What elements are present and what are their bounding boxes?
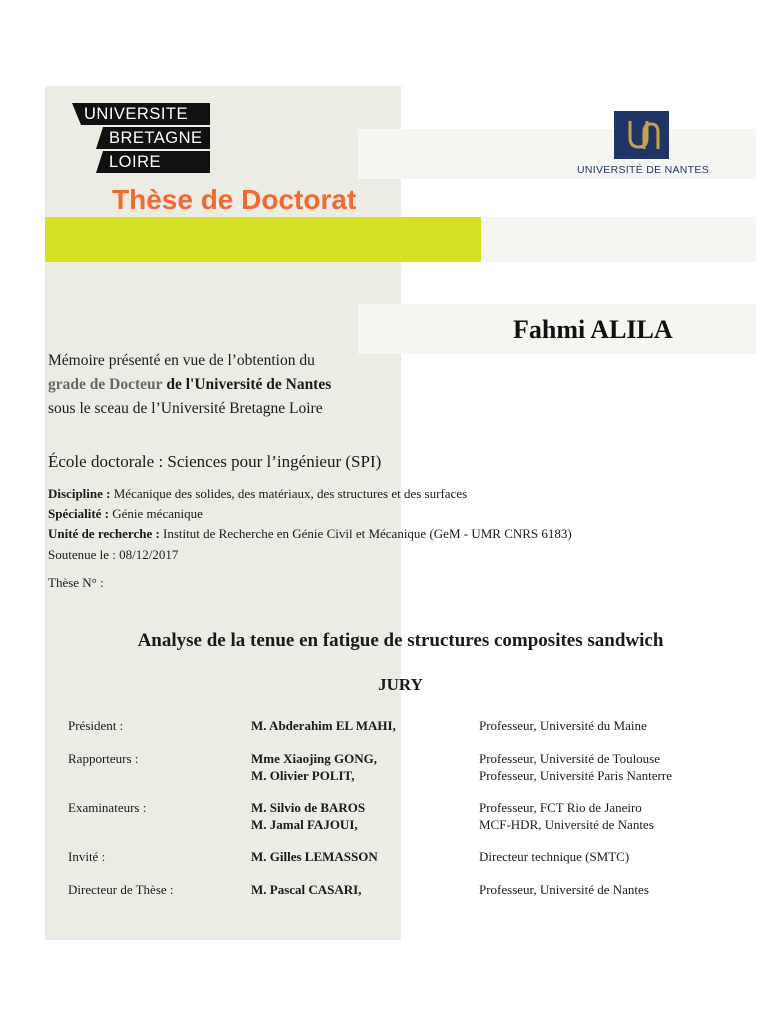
green-bar xyxy=(45,217,481,262)
jury-heading: JURY xyxy=(378,675,423,694)
jury-member-affiliation: Professeur, Université Paris Nanterre xyxy=(479,767,672,783)
specialite-value: Génie mécanique xyxy=(112,506,203,521)
nantes-logo-name: UNIVERSITÉ DE NANTES xyxy=(576,164,710,176)
jury-row-rapporteurs xyxy=(0,751,768,785)
ubl-logo xyxy=(72,103,212,175)
jury-row-directeur xyxy=(0,882,768,899)
unite-label: Unité de recherche : xyxy=(48,526,160,541)
specialite-label: Spécialité : xyxy=(48,506,110,521)
jury-member-name: M. Olivier POLIT, xyxy=(251,767,355,783)
jury-row-examinateurs xyxy=(0,800,768,834)
soutenue-date: Soutenue le : 08/12/2017 xyxy=(48,547,179,562)
jury-member-affiliation: Professeur, Université de Toulouse xyxy=(479,751,661,766)
grade-label: grade de Docteur xyxy=(48,376,163,393)
jury-member-affiliation: Professeur, FCT Rio de Janeiro xyxy=(479,800,642,815)
jury-row-president xyxy=(0,718,768,735)
jury-role: Invité : xyxy=(68,849,106,864)
ubl-logo-line-1: UNIVERSITE xyxy=(84,105,189,123)
jury-member-name: M. Pascal CASARI, xyxy=(251,882,362,897)
jury-role: Rapporteurs : xyxy=(68,751,139,766)
ecole-doctorale: École doctorale : Sciences pour l’ingénieur (SPI) xyxy=(48,452,382,471)
jury-member-affiliation: Professeur, Université du Maine xyxy=(479,718,647,733)
jury-member-name: M. Gilles LEMASSON xyxy=(251,849,378,864)
jury-member-affiliation: Directeur technique (SMTC) xyxy=(479,849,630,864)
doc-type-heading: Thèse de Doctorat xyxy=(112,184,357,215)
unite-value: Institut de Recherche en Génie Civil et Mécanique (GeM - UMR CNRS 6183) xyxy=(163,526,572,541)
jury-member-affiliation: Professeur, Université de Nantes xyxy=(479,882,649,897)
discipline-row xyxy=(48,486,467,502)
jury-role: Directeur de Thèse : xyxy=(68,882,174,897)
ubl-logo-line-2: BRETAGNE xyxy=(109,129,203,147)
discipline-value: Mécanique des solides, des matériaux, des structures et des surfaces xyxy=(113,486,468,501)
memoire-line-3: sous le sceau de l’Université Bretagne Loire xyxy=(48,400,323,417)
unite-row xyxy=(48,526,572,542)
grade-university: de l'Université de Nantes xyxy=(166,376,332,393)
jury-member-name: M. Jamal FAJOUI, xyxy=(251,816,358,832)
jury-member-name: Mme Xiaojing GONG, xyxy=(251,751,378,766)
jury-role: Examinateurs : xyxy=(68,800,147,815)
jury-role: Président : xyxy=(68,718,124,733)
these-number: Thèse N° : xyxy=(48,575,104,590)
thesis-title: Analyse de la tenue en fatigue de structures composites sandwich xyxy=(137,630,664,651)
memoire-line-1: Mémoire présenté en vue de l’obtention du xyxy=(48,352,315,369)
specialite-row xyxy=(48,506,203,522)
green-band-extension xyxy=(481,217,756,262)
ubl-logo-line-3: LOIRE xyxy=(109,153,162,171)
jury-row-invite xyxy=(0,849,768,866)
memoire-line-2 xyxy=(48,376,331,394)
jury-member-name: M. Abderahim EL MAHI, xyxy=(251,718,396,733)
jury-member-name: M. Silvio de BAROS xyxy=(251,800,366,815)
discipline-label: Discipline : xyxy=(48,486,111,501)
jury-member-affiliation: MCF-HDR, Université de Nantes xyxy=(479,816,654,832)
nantes-logo-icon xyxy=(614,111,669,159)
author-name: Fahmi ALILA xyxy=(513,315,673,344)
